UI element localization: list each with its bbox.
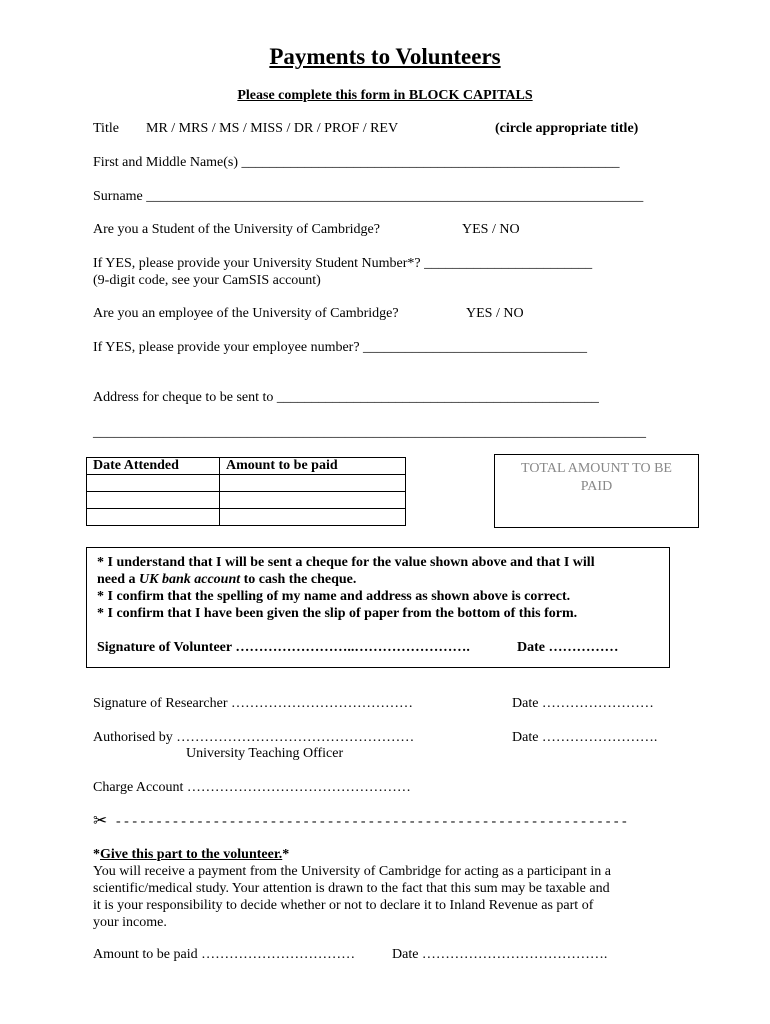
confirm-line-2 (97, 571, 659, 588)
amount-cell[interactable] (220, 492, 406, 509)
student-number-hint: (9-digit code, see your CamSIS account) (93, 273, 321, 288)
student-question: Are you a Student of the University of Cambridge? (93, 222, 380, 237)
scissors-icon: ✂ (93, 811, 108, 830)
address-field-line2[interactable]: _______________________________________________________________________________ (93, 425, 646, 440)
page-title: Payments to Volunteers (269, 44, 501, 69)
amount-header: Amount to be paid (220, 458, 406, 475)
total-amount-box[interactable] (494, 454, 699, 528)
table-row (87, 492, 406, 509)
give-star-1: * (93, 847, 100, 862)
slip-amount-field[interactable]: Amount to be paid …………………………… (93, 947, 356, 962)
table-header-row (87, 458, 406, 475)
first-name-field[interactable]: First and Middle Name(s) ______________________________________________________ (93, 155, 620, 170)
address-field[interactable]: Address for cheque to be sent to ______________________________________________ (93, 390, 599, 405)
date-cell[interactable] (87, 492, 220, 509)
cut-line: - - - - - - - - - - - - - - - - - - - - - - - - - - - - - - - - - - - - - - - - - - - - - - - - - - - - - - - - - - - - - - - (116, 814, 627, 829)
employee-question: Are you an employee of the University of Cambridge? (93, 306, 399, 321)
date-cell[interactable] (87, 509, 220, 526)
instructions: Please complete this form in BLOCK CAPITALS (237, 88, 533, 103)
confirm-line-2-end: to cash the cheque. (240, 572, 357, 587)
total-amount-label: TOTAL AMOUNT TO BE (521, 461, 672, 476)
confirm-line-2-start: need a (97, 572, 139, 587)
employee-yes-no[interactable]: YES / NO (466, 306, 524, 321)
slip-line-2: scientific/medical study. Your attention is drawn to the fact that this sum may be taxable and (93, 881, 610, 896)
volunteer-signature-field[interactable]: Signature of Volunteer ……………………..……………………. (97, 640, 470, 655)
slip-line-3: it is your responsibility to decide whether or not to declare it to Inland Revenue as part of (93, 898, 594, 913)
give-star-2: * (282, 847, 290, 862)
title-label: Title (93, 121, 119, 136)
date-attended-header: Date Attended (87, 458, 220, 475)
slip-line-4: your income. (93, 915, 167, 930)
researcher-signature-field[interactable]: Signature of Researcher ………………………………… (93, 696, 413, 711)
table-row (87, 509, 406, 526)
surname-field[interactable]: Surname _______________________________________________________________________ (93, 189, 644, 204)
slip-date-field[interactable]: Date …………………………………. (392, 947, 608, 962)
total-amount-label-2: PAID (580, 479, 613, 494)
title-note: (circle appropriate title) (495, 121, 639, 136)
volunteer-signature-row (97, 639, 659, 656)
give-to-volunteer-heading (93, 847, 289, 863)
employee-number-field[interactable]: If YES, please provide your employee number? ________________________________ (93, 340, 588, 355)
student-yes-no[interactable]: YES / NO (462, 222, 520, 237)
title-options[interactable]: MR / MRS / MS / MISS / DR / PROF / REV (146, 121, 399, 136)
table-row (87, 475, 406, 492)
amount-cell[interactable] (220, 475, 406, 492)
dates-table (86, 457, 406, 526)
date-cell[interactable] (87, 475, 220, 492)
student-number-field[interactable]: If YES, please provide your University Student Number*? ________________________ (93, 256, 593, 271)
researcher-date-field[interactable]: Date …………………… (512, 696, 654, 711)
authorised-by-field[interactable]: Authorised by …………………………………………… (93, 730, 415, 745)
amount-cell[interactable] (220, 509, 406, 526)
slip-line-1: You will receive a payment from the University of Cambridge for acting as a participant in a (93, 864, 611, 879)
confirm-line-4: * I confirm that I have been given the slip of paper from the bottom of this form. (97, 606, 578, 621)
confirm-line-3: * I confirm that the spelling of my name and address as shown above is correct. (97, 589, 571, 604)
give-label: Give this part to the volunteer. (100, 847, 283, 862)
volunteer-date-field[interactable]: Date …………… (517, 640, 619, 655)
teaching-officer-label: University Teaching Officer (186, 746, 344, 761)
authorised-date-field[interactable]: Date ……………………. (512, 730, 658, 745)
confirm-line-1: * I understand that I will be sent a cheque for the value shown above and that I will (97, 555, 595, 570)
slip-paragraph (93, 863, 683, 931)
confirmation-box (86, 547, 670, 668)
uk-bank-account-emphasis: UK bank account (139, 572, 241, 587)
charge-account-field[interactable]: Charge Account ………………………………………… (93, 780, 411, 795)
